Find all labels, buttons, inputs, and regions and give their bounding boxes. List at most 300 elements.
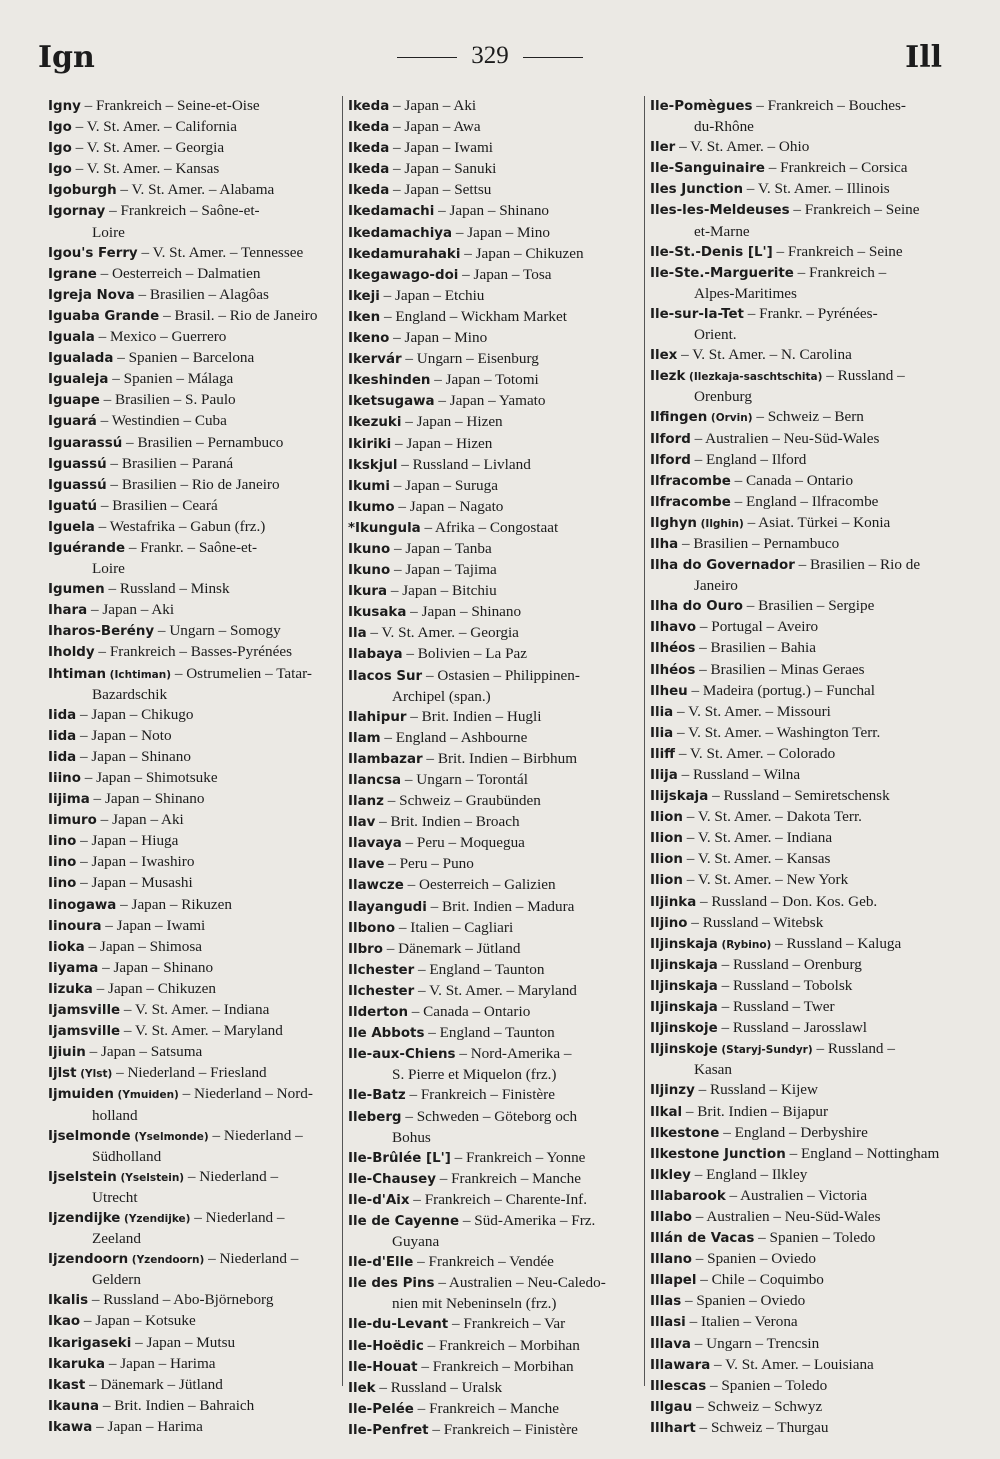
place-name: Ijzendijke <box>48 1210 121 1226</box>
entry-location: – Japan – Hizen <box>391 434 493 452</box>
entry-location: – Frankreich – Finistère <box>428 1420 578 1438</box>
place-name: Iino <box>48 834 77 850</box>
gazetteer-entry <box>48 496 336 517</box>
entry-location: – Japan – Mino <box>389 329 488 347</box>
entry-location: – England – Nottingham <box>785 1144 940 1162</box>
gazetteer-entry <box>48 369 336 390</box>
place-name: Ilghyn <box>650 515 697 531</box>
entry-location: – Japan – Chikuzen <box>460 244 584 262</box>
place-name: Ile-Sanguinaire <box>650 161 765 177</box>
gazetteer-entry <box>650 1102 942 1123</box>
entry-location: – V. St. Amer. – Dakota Terr. <box>682 808 862 826</box>
entry-location: – England – Taunton <box>424 1024 555 1042</box>
entry-location: – Frankreich – Var <box>448 1315 566 1333</box>
gazetteer-entry <box>48 768 336 789</box>
entry-location: – Japan – Etchiu <box>379 286 485 304</box>
gazetteer-entry <box>48 600 336 621</box>
place-name: Ile-Hoëdic <box>348 1338 424 1354</box>
entry-location: – Japan – Iwashiro <box>76 853 195 871</box>
gazetteer-entry <box>48 1084 336 1105</box>
gazetteer-entry <box>48 538 336 559</box>
place-name: Ijselstein <box>48 1169 117 1185</box>
gazetteer-entry <box>650 660 942 681</box>
entry-location: – Frankreich – Morbihan <box>423 1336 580 1354</box>
place-name: Ijzendoorn <box>48 1252 129 1268</box>
gazetteer-entry <box>48 747 336 768</box>
column-divider <box>342 96 343 1386</box>
gazetteer-entry <box>48 1000 336 1021</box>
place-name: Iida <box>48 728 77 744</box>
gazetteer-entry <box>348 897 638 918</box>
entry-location: – Frankreich – Yonne <box>450 1148 586 1166</box>
place-name: Iguassú <box>48 456 107 472</box>
entry-location: – Russland – Abo-Björneborg <box>88 1291 274 1309</box>
place-name: Ikaruka <box>48 1356 106 1372</box>
gazetteer-entry <box>48 642 336 663</box>
place-name: Ilkestone <box>650 1125 720 1141</box>
gazetteer-entry <box>650 828 942 849</box>
entry-location: – England – Ilkley <box>690 1165 808 1183</box>
place-name: Ikuno <box>348 563 391 579</box>
entry-location: – England – Derbyshire <box>719 1123 868 1141</box>
header-first-entry: Ign <box>38 40 95 75</box>
entry-location: – Frankreich – Manche <box>435 1169 581 1187</box>
entry-location: – Russland – Twer <box>717 998 835 1016</box>
entry-location: – Mexico – Guerrero <box>94 328 227 346</box>
entry-continuation <box>348 1294 638 1314</box>
place-name: Igny <box>48 99 81 114</box>
gazetteer-entry <box>48 916 336 937</box>
place-name: Ilbro <box>348 941 383 957</box>
entry-text: Orient. <box>694 326 737 344</box>
entry-location: – Dänemark – Jütland <box>85 1375 223 1393</box>
gazetteer-entry <box>650 1186 942 1207</box>
gazetteer-entry <box>650 744 942 765</box>
gazetteer-entry <box>348 1190 638 1211</box>
gazetteer-entry <box>48 1126 336 1147</box>
place-name: Iguará <box>48 414 97 430</box>
gazetteer-entry <box>348 349 638 370</box>
entry-location: – V. St. Amer. – Indiana <box>682 829 833 847</box>
gazetteer-entry <box>348 307 638 328</box>
place-name: Ilek <box>348 1380 376 1396</box>
gazetteer-entry <box>348 180 638 201</box>
entry-location: – V. St. Amer. – N. Carolina <box>677 346 852 364</box>
gazetteer-entry <box>48 789 336 810</box>
gazetteer-entry <box>348 370 638 391</box>
place-name: Ilancsa <box>348 773 402 788</box>
entry-location: – Japan – Shinano <box>406 603 522 621</box>
entry-location: – Brasilien – Alagôas <box>134 285 269 303</box>
place-name: Iljinka <box>650 894 697 910</box>
place-name: Iguassú <box>48 477 107 493</box>
gazetteer-entry <box>650 1334 942 1355</box>
gazetteer-entry <box>348 812 638 833</box>
entry-continuation <box>650 576 942 596</box>
entry-location: – Japan – Noto <box>76 726 172 744</box>
gazetteer-entry <box>48 1396 336 1417</box>
place-name: Iljinskaja <box>650 957 718 973</box>
place-alt-name: (Orvin) <box>707 412 753 425</box>
gazetteer-entry <box>348 1023 638 1044</box>
place-name: Ile-sur-la-Tet <box>650 306 744 322</box>
entry-continuation <box>650 1060 942 1080</box>
gazetteer-entry <box>650 1312 942 1333</box>
place-name: Ilion <box>650 873 683 889</box>
gazetteer-entry <box>650 1207 942 1228</box>
place-name: Ile-Pomègues <box>650 99 753 114</box>
gazetteer-entry <box>348 707 638 728</box>
gazetteer-entry <box>650 1376 942 1397</box>
place-alt-name: (Staryj-Sundyr) <box>717 1044 813 1057</box>
entry-location: – V. St. Amer. – Georgia <box>71 139 225 157</box>
gazetteer-entry <box>348 623 638 644</box>
place-name: Igumen <box>48 582 105 598</box>
place-name: Illano <box>650 1252 692 1268</box>
entry-location: – Frankreich – Seine-et-Oise <box>80 97 260 114</box>
gazetteer-entry <box>348 875 638 896</box>
place-name: Ilabaya <box>348 647 403 663</box>
gazetteer-entry <box>48 1249 336 1270</box>
header-last-entry: Ill <box>905 40 942 75</box>
gazetteer-entry <box>650 1080 942 1101</box>
gazetteer-entry <box>348 1399 638 1420</box>
place-name: Iijima <box>48 792 90 808</box>
entry-location: – Frankreich – Seine <box>789 201 920 219</box>
gazetteer-entry <box>650 1018 942 1039</box>
place-name: Ikeshinden <box>348 373 431 389</box>
place-name: Ilfracombe <box>650 473 731 489</box>
gazetteer-entry <box>650 555 942 576</box>
place-name: Illava <box>650 1336 691 1352</box>
place-name: Ikeno <box>348 331 390 347</box>
gazetteer-entry <box>48 96 336 117</box>
place-name: Ilia <box>650 725 674 741</box>
entry-location: – Frankr. – Saône-et- <box>125 538 258 556</box>
entry-location: – Russland – Uralsk <box>375 1378 503 1396</box>
gazetteer-entry <box>650 638 942 659</box>
place-alt-name: (Ylst) <box>76 1068 113 1081</box>
place-name: Ilford <box>650 431 691 447</box>
gazetteer-entry <box>48 1042 336 1063</box>
entry-location: – Brasilien – Rio de <box>794 556 921 574</box>
place-name: Iljinskaja <box>650 1000 718 1016</box>
entry-location: – Japan – Totomi <box>430 371 539 389</box>
entry-location: – England – Ashbourne <box>380 728 528 746</box>
place-alt-name: (Yselmonde) <box>130 1130 209 1143</box>
place-name: Ila <box>348 626 367 642</box>
entry-location: – Japan – Iwami <box>389 139 493 157</box>
entry-text: Zeeland <box>92 1230 141 1248</box>
place-name: Ilion <box>650 831 683 847</box>
gazetteer-entry <box>348 770 638 791</box>
entry-location: – Brasilien – Minas Geraes <box>695 660 865 678</box>
gazetteer-entry <box>348 1314 638 1335</box>
entry-location: – Japan – Mutsu <box>131 1333 236 1351</box>
entry-location: – Japan – Iwami <box>101 916 206 934</box>
gazetteer-entry <box>348 1420 638 1441</box>
entry-location: – Brasilien – Ceará <box>97 496 218 514</box>
entry-location: – Australien – Neu-Caledo- <box>434 1274 606 1292</box>
place-name: Ile-Houat <box>348 1359 418 1375</box>
entry-location: – V. St. Amer. – New York <box>682 871 849 889</box>
gazetteer-entry <box>650 96 942 117</box>
place-name: Ikusaka <box>348 605 407 621</box>
gazetteer-entry <box>348 518 638 539</box>
gazetteer-entry <box>348 560 638 581</box>
place-name: Igou's Ferry <box>48 245 138 261</box>
place-name: Iljinskaja <box>650 936 718 952</box>
entry-location: – Russland – Don. Kos. Geb. <box>696 892 878 910</box>
place-name: Ile de Cayenne <box>348 1213 460 1229</box>
entry-text: et-Marne <box>694 222 750 240</box>
entry-location: – Ungarn – Trencsin <box>690 1334 820 1352</box>
place-name: Ikeji <box>348 288 380 304</box>
gazetteer-entry <box>650 471 942 492</box>
gazetteer-entry <box>348 1336 638 1357</box>
gazetteer-entry <box>348 223 638 244</box>
place-name: Ile-Chausey <box>348 1171 436 1187</box>
place-name: Ikalis <box>48 1293 89 1309</box>
place-name: Ikedamachiya <box>348 225 453 241</box>
gazetteer-entry <box>348 602 638 623</box>
place-name: Igualeja <box>48 372 109 388</box>
entry-location: – Brasilien – Rio de Janeiro <box>106 475 280 493</box>
gazetteer-entry <box>348 497 638 518</box>
entry-location: – Bolivien – La Paz <box>402 645 528 663</box>
gazetteer-entry <box>650 934 942 955</box>
place-name: Ileberg <box>348 1109 402 1125</box>
entry-text: Bohus <box>392 1128 431 1146</box>
gazetteer-entry <box>48 1417 336 1438</box>
place-name: Ijselmonde <box>48 1128 131 1144</box>
entry-continuation <box>48 1229 336 1249</box>
page-header <box>38 40 942 80</box>
place-name: Iljinskaja <box>650 978 718 994</box>
place-name: Ilave <box>348 857 385 873</box>
entry-location: – Brasilien – Sergipe <box>742 597 875 615</box>
entry-location: – Russland – Witebsk <box>687 913 824 931</box>
entry-text: du-Rhône <box>694 118 754 136</box>
entry-location: – Japan – Shinano <box>89 790 205 808</box>
entry-location: – Russland – Wilna <box>677 766 801 783</box>
entry-location: – Dänemark – Jütland <box>382 939 521 957</box>
entry-location: – Nord-Amerika – <box>455 1045 572 1063</box>
place-name: Iino <box>48 876 77 892</box>
place-name: Iljinskoje <box>650 1042 718 1058</box>
place-name: Ikeda <box>348 120 390 136</box>
page-number-block <box>38 42 942 70</box>
entry-location: – Portugal – Aveiro <box>696 618 819 636</box>
entry-location: – Frankreich – Vendée <box>413 1253 554 1271</box>
gazetteer-entry <box>650 596 942 617</box>
place-name: Igualada <box>48 351 114 367</box>
column-1 <box>48 96 336 1438</box>
place-name: Iinoura <box>48 918 102 934</box>
entry-location: – Australien – Neu-Süd-Wales <box>690 429 880 447</box>
gazetteer-entry <box>348 791 638 812</box>
place-name: Ilha <box>650 536 679 552</box>
gazetteer-entry <box>348 539 638 560</box>
entry-location: – Japan – Tosa <box>458 265 552 283</box>
gazetteer-entry <box>650 1418 942 1439</box>
gazetteer-entry <box>348 939 638 960</box>
gazetteer-entry <box>348 728 638 749</box>
place-name: Ikumo <box>348 499 395 515</box>
gazetteer-entry <box>650 997 942 1018</box>
place-name: Ikiriki <box>348 436 392 452</box>
gazetteer-entry <box>650 492 942 513</box>
gazetteer-entry <box>650 955 942 976</box>
place-name: Iino <box>48 855 77 871</box>
entry-location: – Italien – Cagliari <box>395 918 514 936</box>
place-alt-name: (Yzendoorn) <box>128 1254 205 1267</box>
gazetteer-entry <box>650 617 942 638</box>
gazetteer-entry <box>650 137 942 158</box>
place-name: Ile-Brûlée [L'] <box>348 1150 451 1166</box>
entry-continuation <box>48 685 336 705</box>
place-name: Illasi <box>650 1315 686 1331</box>
gazetteer-entry <box>48 243 336 264</box>
gazetteer-entry <box>48 348 336 369</box>
gazetteer-entry <box>48 1063 336 1084</box>
entry-location: – Frankreich – Bouches- <box>752 97 906 114</box>
entry-location: – V. St. Amer. – Washington Terr. <box>673 723 881 741</box>
entry-location: – Spanien – Oviedo <box>681 1292 806 1310</box>
entry-location: – Brit. Indien – Bijapur <box>682 1102 829 1120</box>
place-name: Ijamsville <box>48 1024 121 1040</box>
place-name: Ilambazar <box>348 751 423 767</box>
entry-text: S. Pierre et Miquelon (frz.) <box>392 1066 557 1084</box>
gazetteer-entry <box>48 201 336 222</box>
entry-location: – Japan – Shinano <box>76 747 191 765</box>
entry-location: – Ostrumelien – Tatar- <box>171 664 312 682</box>
entry-location: – Japan – Bitchiu <box>387 582 497 600</box>
gazetteer-entry <box>650 263 942 284</box>
gazetteer-entry <box>48 831 336 852</box>
entry-location: – Russland – Kijew <box>694 1081 818 1099</box>
gazetteer-entry <box>348 666 638 687</box>
place-name: Iida <box>48 749 77 765</box>
entry-location: – V. St. Amer. – California <box>71 118 238 136</box>
header-rule-right <box>523 57 583 58</box>
entry-location: – Japan – Suruga <box>389 476 498 494</box>
gazetteer-entry <box>650 450 942 471</box>
entry-location: – Japan – Aki <box>87 601 175 619</box>
place-name: Iljinskoje <box>650 1021 718 1037</box>
place-name: Ikao <box>48 1314 81 1330</box>
place-name: Ile-aux-Chiens <box>348 1047 456 1063</box>
entry-continuation <box>48 1270 336 1290</box>
gazetteer-entry <box>348 1169 638 1190</box>
place-name: Illabarook <box>650 1188 726 1204</box>
place-name: Ilha do Ouro <box>650 599 743 615</box>
place-name: Ilacos Sur <box>348 668 423 684</box>
entry-location: – Japan – Tajima <box>390 561 497 579</box>
place-name: Ilfracombe <box>650 494 731 510</box>
gazetteer-entry <box>348 159 638 180</box>
place-name: Illescas <box>650 1378 707 1394</box>
place-name: Ilhéos <box>650 662 696 678</box>
entry-location: – Japan – Chikuzen <box>92 979 217 997</box>
place-name: Ilchester <box>348 962 415 978</box>
entry-continuation <box>650 284 942 304</box>
entry-location: – Ostasien – Philippinen- <box>422 666 580 684</box>
place-name: Ilbono <box>348 920 396 936</box>
entry-continuation <box>650 117 942 137</box>
entry-location: – Japan – Hiuga <box>76 832 179 850</box>
gazetteer-entry <box>650 1355 942 1376</box>
entry-location: – Japan – Rikuzen <box>116 895 232 913</box>
place-name: Ilavaya <box>348 836 402 852</box>
entry-location: – Niederland – <box>184 1167 279 1185</box>
place-name: Ilion <box>650 810 683 826</box>
entry-location: – Frankreich – Charente-Inf. <box>409 1190 588 1208</box>
place-name: Ihara <box>48 603 88 619</box>
gazetteer-entry <box>348 644 638 665</box>
entry-continuation <box>48 1147 336 1167</box>
gazetteer-entry <box>650 786 942 807</box>
entry-text: Utrecht <box>92 1188 138 1206</box>
gazetteer-entry <box>48 138 336 159</box>
place-name: Iljino <box>650 915 688 931</box>
gazetteer-entry <box>48 873 336 894</box>
place-name: Ilkal <box>650 1104 683 1120</box>
entry-location: – Japan – Settsu <box>389 181 492 199</box>
gazetteer-entry <box>48 1021 336 1042</box>
place-name: Iguérande <box>48 540 126 556</box>
entry-location: – Brasilien – Paraná <box>106 454 234 472</box>
entry-location: – V. St. Amer. – Maryland <box>414 981 577 999</box>
gazetteer-entry <box>48 264 336 285</box>
place-name: Igreja Nova <box>48 287 135 303</box>
place-name: Iguatú <box>48 498 98 514</box>
place-name: Ikeda <box>348 183 390 199</box>
entry-location: – Madeira (portug.) – Funchal <box>687 681 875 699</box>
place-name: Ile-St.-Denis [L'] <box>650 244 773 260</box>
place-name: Ikarigaseki <box>48 1335 132 1351</box>
place-name: Iinogawa <box>48 897 117 913</box>
entry-location: – Frankreich – Manche <box>413 1399 559 1417</box>
place-name: Ilia <box>650 704 674 720</box>
gazetteer-entry <box>348 412 638 433</box>
entry-location: – Frankreich – <box>793 263 887 281</box>
gazetteer-entry <box>650 849 942 870</box>
entry-text: Orenburg <box>694 388 752 406</box>
entry-location: – Peru – Puno <box>384 855 474 873</box>
entry-location: – Niederland – Friesland <box>112 1064 267 1082</box>
gazetteer-entry <box>348 918 638 939</box>
gazetteer-entry <box>348 244 638 265</box>
entry-location: – Italien – Verona <box>685 1313 798 1331</box>
place-name: Iliff <box>650 746 676 762</box>
entry-location: – Japan – Shinano <box>98 958 214 976</box>
place-name: Iles-les-Meldeuses <box>650 203 790 219</box>
place-name: Ijamsville <box>48 1003 121 1019</box>
gazetteer-entry <box>348 1044 638 1065</box>
gazetteer-entry <box>48 958 336 979</box>
gazetteer-entry <box>348 1002 638 1023</box>
entry-location: – Japan – Yamato <box>434 392 546 410</box>
gazetteer-entry <box>48 285 336 306</box>
gazetteer-entry <box>348 391 638 412</box>
entry-location: – Chile – Coquimbo <box>696 1271 824 1289</box>
place-name: Ijmuiden <box>48 1087 114 1103</box>
place-name: Ikervár <box>348 352 402 368</box>
entry-continuation <box>348 1065 638 1085</box>
entry-location: – Japan – Hizen <box>401 413 503 431</box>
place-alt-name: (Rybino) <box>717 938 772 951</box>
